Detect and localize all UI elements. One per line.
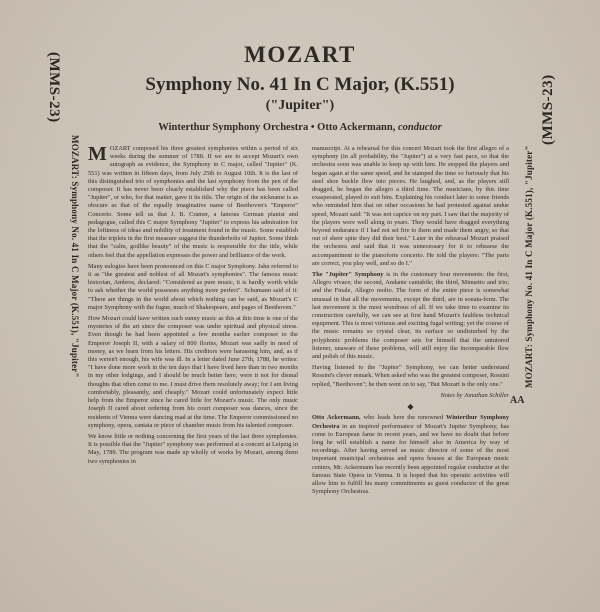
bio-lead: Otto Ackermann, [312, 414, 361, 422]
composer-title: MOZART [244, 42, 356, 67]
spine-title-right: MOZART: Symphony No. 41 In C Major (K.551), "Jupiter" [524, 145, 534, 388]
catalog-number-right: (MMS-23) [540, 74, 556, 145]
bio-orchestra: Winterthur Symphony Orchestra [312, 414, 509, 430]
movements-lead: The "Jupiter" Symphony [312, 271, 384, 279]
work-nickname: ("Jupiter") [265, 98, 335, 113]
bio-text: who leads here the renowned [360, 414, 446, 422]
catalog-number-left: (MMS-23) [46, 52, 62, 123]
separator-dot: • [308, 122, 318, 133]
notes-column-left [88, 145, 298, 469]
notes-paragraph: Having listened to the "Jupiter" Symphony, we can better understand Rossini's clever remark. When asked who was the greatest composer, Rossini replied, "Beethoven"; he then went on to say, "But Mozart is the only one." [312, 364, 509, 388]
notes-credit: Notes by Jonathan Schiller [440, 391, 509, 399]
notes-paragraph: We know little or nothing concerning the first years of the last three symphonies. It is possible that the "Jupiter" symphony was performed at a concert at Leipzig in May, 1789. The program was made up wholly of works by Mozart, among them two symphonies in [88, 432, 298, 465]
conductor-name: Otto Ackermann, [317, 122, 398, 133]
notes-text: OZART composed his three greatest symphonies within a period of six weeks during the summer of 1788. If we are to accept Mozart's own autograph as evidence, the Symphony in C major, called "Jupiter" (K. 551) was written in fifteen days, from July 25th to August 10th. It is the last of this distinguished trio of symphonies and the last symphony from the pen of the composer. It has never been clearly established why the piece has been called "Jupiter", or who, for that matter, gave it its title. The origin of the nickname is as obscure as that of the equally imaginative name of Beethoven's "Emperor" Concerto. Some tell us that J. B. Cramer, a famous German pianist and pedagogue, called this C major Symphony "Jupiter" to express his admiration for the loftiness of ideas and nobility of treatment found in the music. Some establish that the triplets in the first measure suggest the thunderbolts of Jupiter. Some think that the "calm, godlike beauty" of the music is responsible for the title, while others feel that the appellation expresses the power and brilliance of the work. [88, 145, 298, 259]
conductor-bio [312, 414, 509, 496]
performers-line [0, 122, 600, 133]
bio-text: in an inspired performance of Mozart's Jupiter Symphony, has come to European fame in recent years, and we have no doubt that before long he will establish a name for himself also in America by way of recordings. After having served as music director of some of the most important municipal orchestras and opera houses at the European music centers, Mr. Ackermann has recently been appointed regular conductor at the famous State Opera in Vienna. It is hoped that his operatic activities will allow him to fulfill his many commitments as guest conductor of the great Symphony Orchestras. [312, 422, 509, 496]
notes-paragraph [88, 145, 298, 260]
work-title: Symphony No. 41 In C Major, (K.551) [145, 74, 455, 95]
notes-paragraph: manuscript. At a rehearsal for this concert Mozart took the first allegro of a symphony (in all probability, the "Jupiter") at a very fast pace, so that the orchestra soon was unable to keep up with him. He stopped the players and began again at the same speed, and he stamped the time so furiously that his steel shoe buckle flew into pieces. He laughed, and, as the players still dragged, he began the allegro a third time. The musicians, by this time exasperated, played to suit him. Explaining his conduct later to some friends who reminded him that on other occasions he had protested against undue speed, Mozart said: "It was not caprice on my part. I saw that the majority of the players were well along in years. They would have dragged everything beyond endurance if I had not set fire to them and made them angry, so that out of sheer spite they did their best." Later in the rehearsal Mozart praised the orchestra and said that it was unnecessary for it to rehearse the accompaniment to the pianoforte concerto. He told the players: "The parts are correct, you play well, and so do I." [312, 145, 509, 267]
notes-text: is in the customary four movements: the first, Allegro vivace; the second, Andante cantabile; the third, Minuetto and trio; and the Finale, Allegro molto. The form of the entire piece is somewhat unusual in that all the movements, except the third, are in sonata-form. The last movement is the most wondrous of all. If we take time to examine its construction carefully, we can see at first hand Mozart's faultless technical equipment. This is most virtuous and exciting fugal writing; yet the course of the music remains so crystal clear, its surface so undisturbed by the polyphonic problems the composer sets for himself that the untutored listener, unaware of these problems, will still enjoy the incomparable flow and polish of this music. [312, 271, 509, 361]
notes-paragraph [312, 271, 509, 361]
notes-column-right [312, 145, 509, 499]
badge-aa: AA [510, 395, 525, 406]
notes-paragraph: How Mozart could have written such sunny music as this at this time is one of the mysteries of the art since the composer was under spiritual and physical stress. Even though he had been appointed a few months earlier composer to the Emperor Joseph II, with a salary of 800 florins, Mozart was sadly in need of money, as we learn from his letters. His creditors were harassing him, and, as if this weren't enough, his wife was ill. In a letter dated June 27th, 1788, he writes: "I have done more work in the ten days that I have lived here than in two months in my other lodgings, and I should be much better here, were it not for dismal thoughts that often come to me. I must drive them resolutely away; for I am living comfortably, pleasantly, and cheaply." Mozart could unfortunately expect little help from the Emperor since he cared little for Mozart's music. The only music Joseph II cared about ordering from his court composer was dances, since the residents of Vienna were dancing mad at the time. The Emperor commissioned no symphony, opera, cantata or piece of chamber music from his talented composer. [88, 315, 298, 429]
orchestra-name: Winterthur Symphony Orchestra [158, 122, 309, 133]
spine-title-left: MOZART: Symphony No. 41 In C Major (K.551), "Jupiter" [70, 135, 80, 378]
drop-cap: M [88, 143, 107, 165]
notes-paragraph: Many eulogies have been pronounced on this C major Symphony. Jahn referred to it as "the greatest and noblest of all Mozart's symphonies". The famous music historian, Ambros, declared: "Considered as pure music, it is hardly worth while to ask whether the world possesses anything more perfect". Schumann said of it: "There are things in the world about which nothing can be said, as Mozart's C major Symphony with the fugue, much of Shakespeare, and pages of Beethoven." [88, 262, 298, 311]
diamond-icon: ◆ [407, 402, 414, 412]
conductor-role: conductor [397, 122, 442, 133]
